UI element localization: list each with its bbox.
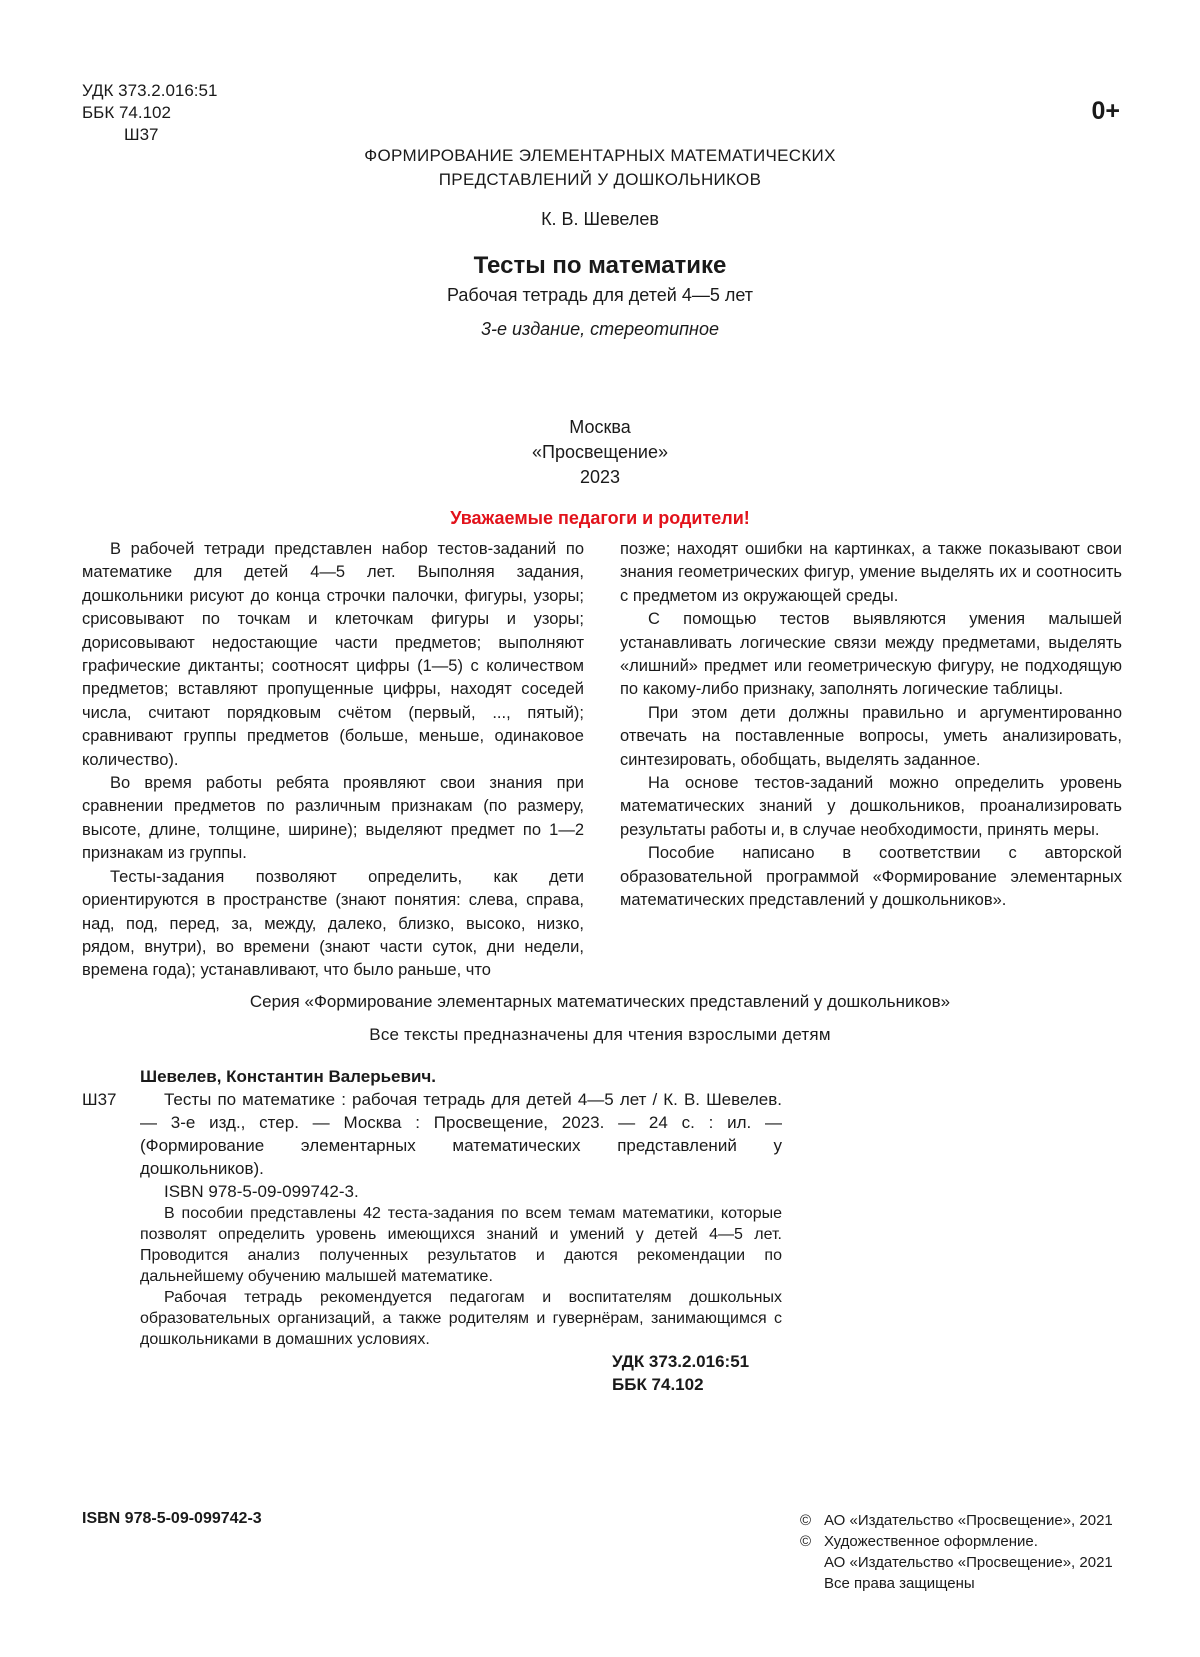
- series-line: Серия «Формирование элементарных математических представлений у дошкольников»: [249, 992, 951, 1011]
- copyright-block: [800, 1510, 1113, 1594]
- imprint-publisher: «Просвещение»: [532, 442, 668, 462]
- bbk-code: ББК 74.102: [82, 103, 171, 122]
- catalog-description: Тесты по математике : рабочая тетрадь для детей 4—5 лет / К. В. Шевелев. — 3-е изд., стер. — Москва : Просвещение, 2023. — 24 с. : ил. — (Формирование элементарных математических представлений у дошкольников).: [140, 1090, 782, 1178]
- copyright-symbol: ©: [800, 1512, 812, 1529]
- catalog-author: Шевелев, Константин Валерьевич.: [140, 1067, 436, 1086]
- age-rating: 0+: [1091, 97, 1120, 125]
- classification-block: [82, 80, 217, 146]
- appeal-heading: Уважаемые педагоги и родители!: [450, 508, 750, 528]
- imprint-city: Москва: [569, 417, 631, 437]
- author-mark: Ш37: [124, 125, 159, 144]
- paragraph: позже; находят ошибки на картинках, а также показывают свои знания геометрических фигур, умение выделять их и соотносить с предметом из окружающей среды.: [620, 540, 1122, 605]
- catalog-card: [82, 1065, 782, 1396]
- catalog-annotation: Рабочая тетрадь рекомендуется педагогам и воспитателям дошкольных образовательных организаций, а также родителям и гувернёрам, занимающимся с дошкольниками в домашних условиях.: [140, 1289, 782, 1348]
- paragraph: Во время работы ребята проявляют свои знания при сравнении предметов по различным признакам (по размеру, высоте, длине, толщине, ширине); выделяют предмет по 1—2 признакам из группы.: [82, 774, 584, 863]
- book-title: Тесты по математике: [473, 252, 727, 279]
- copyright-line: АО «Издательство «Просвещение», 2021: [824, 1512, 1113, 1529]
- catalog-annotation: В пособии представлены 42 теста-задания по всем темам математики, которые позволят определить уровень имеющихся знаний и умений у детей 4—5 лет. Проводится анализ полученных результатов и даются рекомендации по дальнейшему обучению малышей математике.: [140, 1205, 782, 1285]
- paragraph: Пособие написано в соответствии с авторской образовательной программой «Формирование элементарных математических представлений у дошкольников».: [620, 844, 1122, 910]
- paragraph: На основе тестов-заданий можно определить уровень математических знаний у дошкольников, проанализировать результаты работы и, в случае необходимости, принять меры.: [620, 774, 1122, 839]
- imprint: [0, 415, 1200, 490]
- paragraph: С помощью тестов выявляются умения малышей устанавливать логические связи между предметами, выделять «лишний» предмет или геометрическую фигуру, не подходящую по какому-либо признаку, заполнять логические таблицы.: [620, 610, 1122, 699]
- imprint-year: 2023: [579, 467, 621, 487]
- footer-isbn: ISBN 978-5-09-099742-3: [82, 1510, 262, 1527]
- catalog-bbk: ББК 74.102: [612, 1375, 704, 1394]
- book-author: К. В. Шевелев: [541, 209, 659, 229]
- paragraph: В рабочей тетради представлен набор тестов-заданий по математике для детей 4—5 лет. Выполняя задания, дошкольники рисуют до конца строчки палочки, фигуры, узоры; срисовывают по точкам и клеточкам фигуры и узоры; дорисовывают недостающие части предметов; выполняют графические диктанты; соотносят цифры (1—5) с количеством предметов; вставляют пропущенные цифры, находят соседей числа, считают порядковым счётом (первый, ..., пятый); сравнивают группы предметов (больше, меньше, одинаковое количество).: [82, 540, 584, 769]
- appeal-right-column: [620, 538, 1122, 983]
- reading-note: Все тексты предназначены для чтения взрослыми детям: [369, 1025, 831, 1044]
- catalog-udk: УДК 373.2.016:51: [612, 1352, 750, 1371]
- udk-code: УДК 373.2.016:51: [82, 81, 218, 100]
- copyright-line: Художественное оформление.: [824, 1533, 1038, 1550]
- paragraph: При этом дети должны правильно и аргументированно отвечать на поставленные вопросы, уметь анализировать, синтезировать, обобщать, выделять заданное.: [620, 703, 1122, 769]
- series-heading: ФОРМИРОВАНИЕ ЭЛЕМЕНТАРНЫХ МАТЕМАТИЧЕСКИХ ПРЕДСТАВЛЕНИЙ У ДОШКОЛЬНИКОВ: [364, 146, 836, 189]
- copyright-line: АО «Издательство «Просвещение», 2021: [824, 1554, 1113, 1571]
- paragraph: Тесты-задания позволяют определить, как дети ориентируются в пространстве (знают понятия: слева, справа, над, под, перед, за, между, далеко, близко, высоко, низко, рядом, внутри), во времени (знают части суток, дни недели, времена года); устанавливают, что было раньше, что: [82, 867, 584, 980]
- copyright-symbol: ©: [800, 1533, 812, 1550]
- rights-reserved: Все права защищены: [824, 1575, 975, 1592]
- appeal-text: [82, 538, 1122, 983]
- catalog-codes: [82, 1350, 782, 1396]
- catalog-isbn: ISBN 978-5-09-099742-3.: [164, 1182, 359, 1201]
- book-subtitle: Рабочая тетрадь для детей 4—5 лет: [446, 285, 754, 305]
- appeal-left-column: [82, 538, 584, 983]
- book-edition: 3-е издание, стереотипное: [481, 319, 719, 339]
- catalog-code: Ш37: [82, 1090, 117, 1109]
